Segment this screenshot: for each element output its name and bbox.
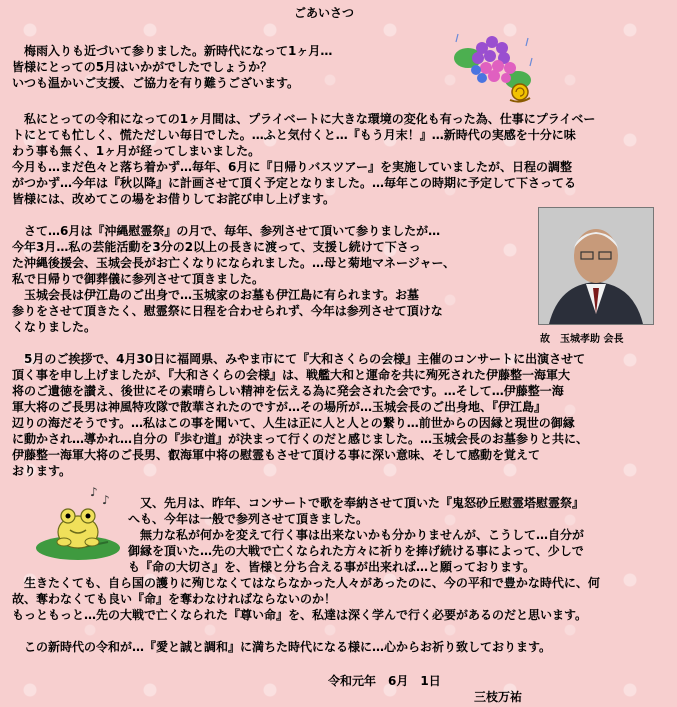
frog-icon [30, 484, 134, 564]
text-line: がつかず…今年は『秋以降』に計画させて頂く予定となりました。…毎年この時期に予定して下さってる [12, 176, 577, 190]
text-line: わう事も無く、1ヶ月が経ってしまいました。 [12, 144, 261, 158]
text-line: 又、先月は、昨年、コンサートで歌を奉納させて頂いた『鬼怒砂丘慰霊塔慰霊祭』 [140, 496, 585, 510]
text-line: 将のご遺徳を讃え、後世にその素晴らしい精神を伝える為に発会された会です。…そして…伊藤整一海 [12, 384, 564, 398]
text-line: 無力な私が何かを変えて行く事は出来ないかも分かりませんが、こうして…自分が [140, 528, 585, 542]
page-title: ごあいさつ [294, 6, 355, 20]
text-line: もっともっと…先の大戦で亡くなられた『尊い命』を、私達は深く学んで行く必要があるのだと思います。 [12, 608, 588, 622]
hydrangea-snail-icon [448, 28, 538, 108]
text-line: た沖縄後援会、玉城会長がお亡くなりになられました。…母と菊地マネージャー、 [12, 256, 456, 270]
text-line: 皆様にとっての5月はいかがでしたでしょうか？ [12, 60, 273, 74]
text-line: 玉城会長は伊江島のご出身で…玉城家のお墓も伊江島に有られます。お墓 [24, 288, 420, 302]
text-line: へも、今年は一般で参列させて頂きました。 [128, 512, 369, 526]
text-line: さて…6月は『沖縄慰霊祭』の月で、毎年、参列させて頂いて参りましたが… [24, 224, 441, 238]
author-name: 三枝万祐 [474, 690, 523, 704]
text-line: おります。 [12, 464, 72, 478]
text-line: この新時代の令和が…『愛と誠と調和』に満ちた時代になる様に…心からお祈り致しております。 [24, 640, 552, 654]
text-line: 今年3月…私の芸能活動を3分の2以上の長きに渡って、支援し続けて下さっ [12, 240, 421, 254]
svg-text:♪: ♪ [102, 493, 110, 507]
text-line: 私で日帰りで御葬儀に参列させて頂きました。 [12, 272, 265, 286]
text-line: トにとても忙しく、慌ただしい毎日でした。…ふと気付くと…『もう月末！』…新時代の実感を十分に味 [12, 128, 576, 142]
text-line: 参りをさせて頂きたく、慰霊祭に日程を合わせられず、今年は参列させて頂けな [12, 304, 443, 318]
text-line: 皆様には、改めてこの場をお借りしてお詫び申し上げます。 [12, 192, 336, 206]
svg-text:♪: ♪ [90, 485, 98, 499]
text-line: 今月も…まだ色々と落ち着かず…毎年、6月に『日帰りバスツアー』を実施していましたが、日程の調整 [12, 160, 572, 174]
text-line: いつも温かいご支援、ご協力を有り難うございます。 [12, 76, 300, 90]
text-line: に動かされ…導かれ…自分の『歩む道』が決まって行くのだと感じました。…玉城会長のお墓参りと共に、 [12, 432, 589, 446]
text-line: 軍大将のご長男は神風特攻隊で散華されたのですが…その場所が…玉城会長のご出身地、『伊江島』 [12, 400, 547, 414]
text-line: 伊藤整一海軍大将のご長男、叡海軍中将の慰霊もさせて頂ける事に深い意味、そして感動を覚えて [12, 448, 541, 462]
text-line: 御縁を頂いた…先の大戦で亡くなられた方々に祈りを捧げ続ける事によって、少しで [128, 544, 584, 558]
text-line: 頂く事を申し上げましたが、『大和さくらの会様』は、戦艦大和と運命を共に殉死された伊藤整一海軍大 [12, 368, 571, 382]
text-line: 私にとっての令和になっての1ヶ月間は、プライベートに大きな環境の変化も有った為、仕事にプライベー [24, 112, 596, 126]
text-line: 生きたくても、自ら国の護りに殉じなくてはならなかった人々があったのに、今の平和で豊かな時代に、何 [24, 576, 600, 590]
text-line: くなりました。 [12, 320, 97, 334]
portrait-photo [538, 207, 654, 325]
text-line: 梅雨入りも近づいて参りました。新時代になって1ヶ月… [24, 44, 333, 58]
text-line: 辺りの海だそうです。…私はこの事を聞いて、人生は正に人と人との繋り…前世からの因縁と現世の御縁 [12, 416, 575, 430]
text-line: も『命の大切さ』を、皆様と分ち合える事が出来れば…と願っております。 [128, 560, 536, 574]
text-line: 故、奪わなくても良い『命』を奪わなければならないのか！ [12, 592, 337, 606]
text-line: 5月のご挨拶で、4月30日に福岡県、みやま市にて『大和さくらの会様』主催のコンサートに出演させて [24, 352, 586, 366]
photo-caption: 故 玉城孝助 会長 [540, 334, 624, 345]
date: 令和元年 6月 1日 [328, 674, 441, 688]
